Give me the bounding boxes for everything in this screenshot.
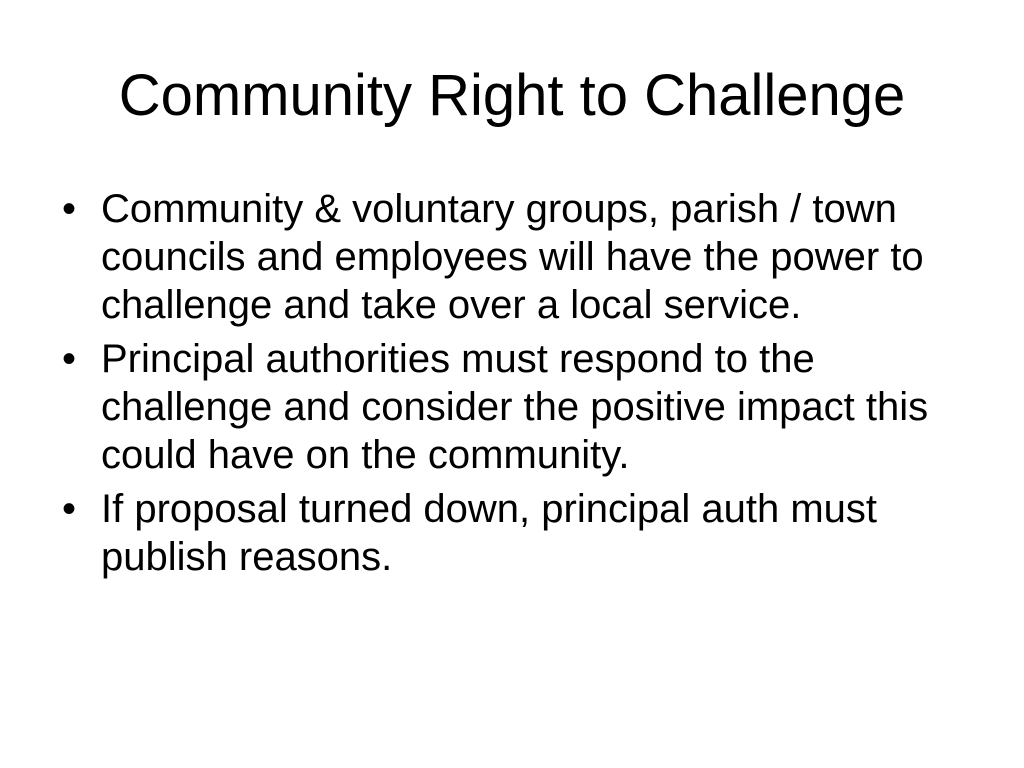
bullet-dot-icon: • — [62, 337, 77, 381]
slide-title: Community Right to Challenge — [118, 63, 906, 128]
bullet-dot-icon: • — [62, 187, 77, 231]
bullet-item — [62, 185, 982, 329]
bullet-text: Principal authorities must respond to the challenge and consider the positive impact this could have on the community. — [101, 337, 929, 477]
bullet-text: Community & voluntary groups, parish / town councils and employees will have the power to challenge and take over a local service. — [101, 187, 924, 327]
bullet-item — [62, 485, 982, 581]
bullet-list — [62, 185, 982, 587]
bullet-dot-icon: • — [62, 487, 77, 531]
bullet-item — [62, 335, 982, 479]
bullet-text: If proposal turned down, principal auth must publish reasons. — [101, 487, 877, 579]
